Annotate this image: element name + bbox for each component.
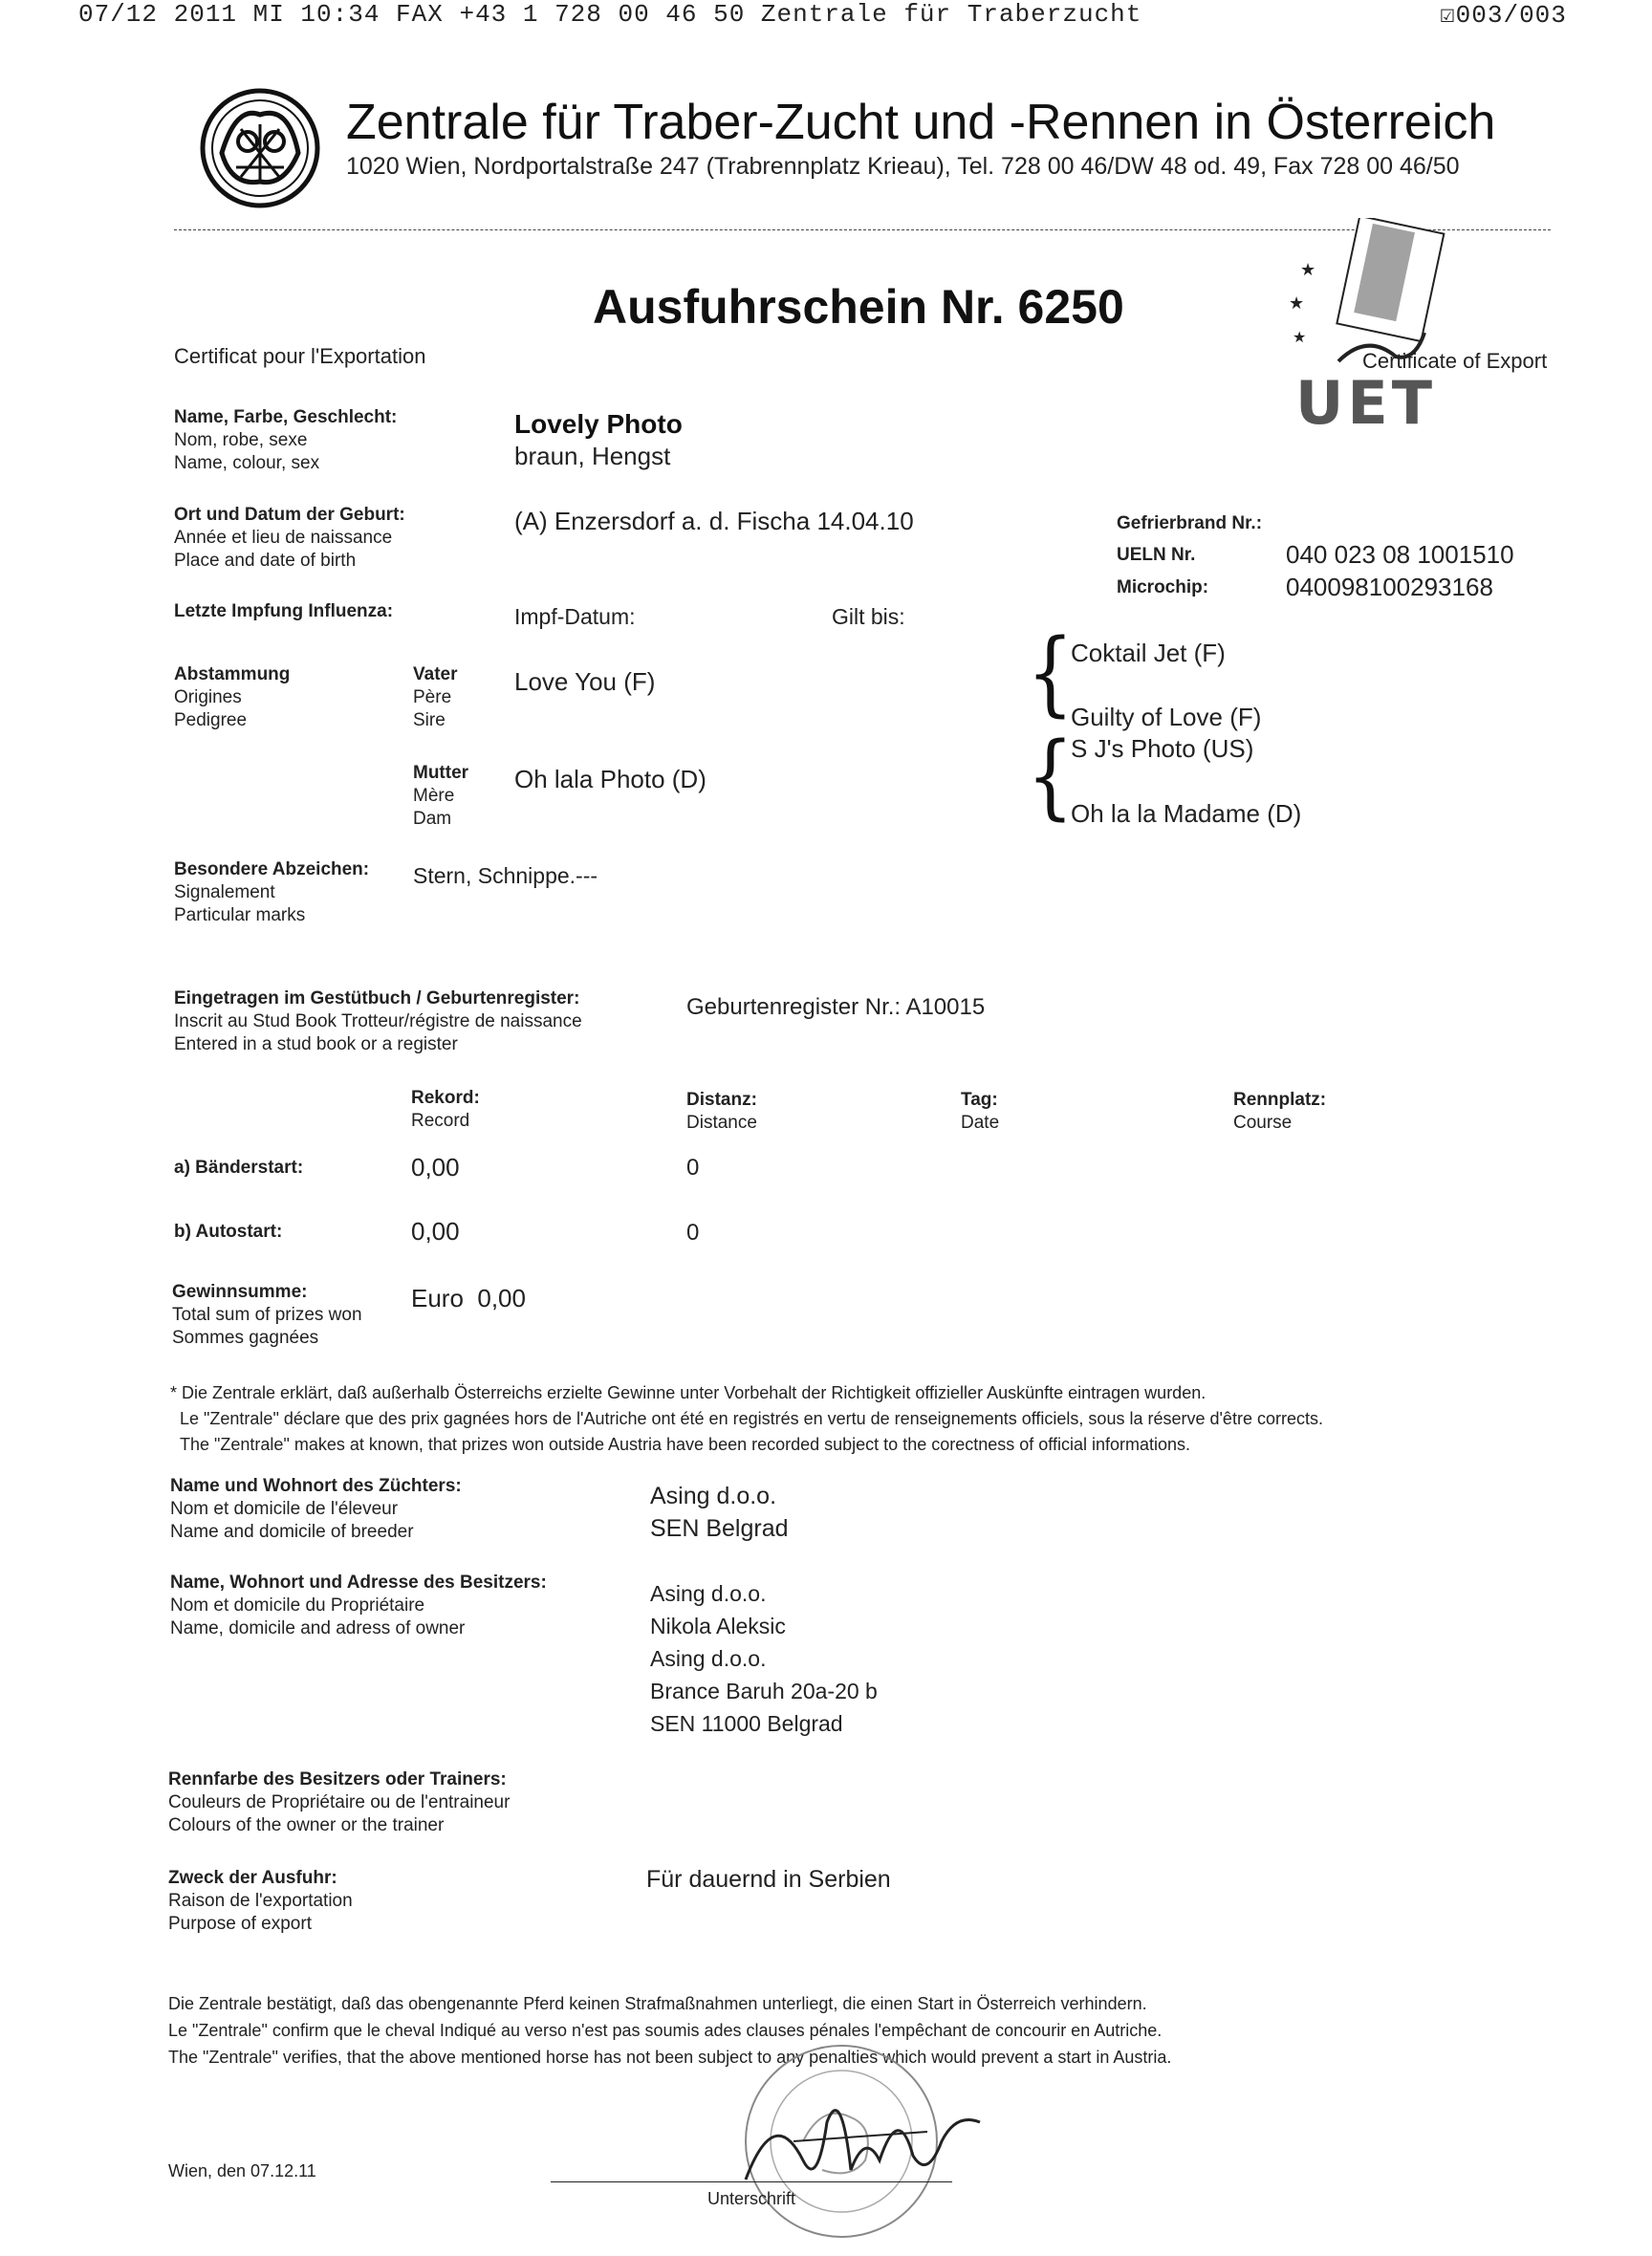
organization-name: Zentrale für Traber-Zucht und -Rennen in Österreich [346,95,1496,150]
purpose-labels: Zweck der Ausfuhr: Raison de l'exportation Purpose of export [168,1868,353,1934]
sire-sire-name: Coktail Jet (F) [1071,639,1226,667]
record-row-distance: 0 [686,1155,700,1181]
fax-header: 07/12 2011 MI 10:34 FAX +43 1 728 00 46 50 Zentrale für Traberzucht [78,0,1142,29]
birth-value: (A) Enzersdorf a. d. Fischa 14.04.10 [514,507,914,535]
sire-brace: { [1027,619,1074,727]
date-header: Tag: Date [961,1090,1000,1133]
svg-text:★: ★ [1289,293,1305,314]
owner-labels: Name, Wohnort und Adresse des Besitzers: Nom et domicile du Propriétaire Name, domicile and adress of owner [170,1573,547,1638]
disclaimer-french: Le "Zentrale" déclare que des prix gagnées hors de l'Autriche ont été en registrés en vertu de renseignements officiels, sous la réserve d'être corrects. [180,1409,1323,1428]
subtitle-english: Certificate of Export [1362,349,1548,373]
fax-page-number: ☑003/003 [1440,1,1567,30]
breeder-value: Asing d.o.o. SEN Belgrad [650,1483,789,1542]
course-header: Rennplatz: Course [1233,1090,1327,1133]
freeze-brand-label: Gefrierbrand Nr.: [1117,513,1263,533]
microchip-value: 040098100293168 [1286,573,1493,601]
disclaimer-german: * Die Zentrale erklärt, daß außerhalb Österreichs erzielte Gewinne unter Vorbehalt der Richtigkeit offizieller Auskünfte eintragen wurden. [170,1383,1206,1402]
uet-mark: UET [1295,368,1436,438]
marks-value: Stern, Schnippe.--- [413,863,598,888]
horse-name: Lovely Photo [514,409,683,439]
vaccination-date-label: Impf-Datum: [514,604,636,629]
dam-labels: Mutter Mère Dam [413,763,469,829]
vaccination-label: Letzte Impfung Influenza: [174,601,394,621]
record-row-value: 0,00 [411,1217,460,1246]
record-row-value: 0,00 [411,1153,460,1182]
horse-colour-sex: braun, Hengst [514,442,671,470]
organization-logo-icon [198,86,322,210]
owner-value: Asing d.o.o. Nikola Aleksic Asing d.o.o. Brance Baruh 20a-20 b SEN 11000 Belgrad [650,1581,878,1736]
place-date: Wien, den 07.12.11 [168,2161,316,2180]
dam-name: Oh lala Photo (D) [514,765,706,793]
sire-name: Love You (F) [514,667,656,696]
purpose-value: Für dauernd in Serbien [646,1866,891,1893]
sire-labels: Vater Père Sire [413,664,458,730]
document-title: Ausfuhrschein Nr. 6250 [593,280,1124,334]
record-header: Rekord: Record [411,1088,480,1131]
microchip-label: Microchip: [1117,577,1209,597]
signature-label: Unterschrift [707,2189,796,2208]
birth-labels: Ort und Datum der Geburt: Année et lieu de naissance Place and date of birth [174,505,405,571]
studbook-value: Geburtenregister Nr.: A10015 [686,994,986,1020]
breeder-labels: Name und Wohnort des Züchters: Nom et domicile de l'éleveur Name and domicile of breeder [170,1476,462,1542]
confirmation-french: Le "Zentrale" confirm que le cheval Indiqué au verso n'est pas soumis ades clauses pénales l'empêchant de concourir en Autriche. [168,2021,1163,2040]
fax-checkbox-icon: ☑ [1440,1,1456,30]
record-row-label: a) Bänderstart: [174,1158,304,1178]
confirmation-english: The "Zentrale" verifies, that the above mentioned horse has not been subject to any penalties which would prevent a start in Austria. [168,2048,1172,2067]
confirmation-german: Die Zentrale bestätigt, daß das obengenannte Pferd keinen Strafmaßnahmen unterliegt, die einen Start in Österreich verhindern. [168,1994,1147,2013]
organization-address: 1020 Wien, Nordportalstraße 247 (Trabrennplatz Krieau), Tel. 728 00 46/DW 48 od. 49, Fax 728 00 46/50 [346,153,1460,180]
pedigree-labels: Abstammung Origines Pedigree [174,664,291,730]
colours-labels: Rennfarbe des Besitzers oder Trainers: Couleurs de Propriétaire ou de l'entraineur Colours of the owner or the trainer [168,1769,511,1835]
dam-dam-name: Oh la la Madame (D) [1071,799,1302,828]
sire-dam-name: Guilty of Love (F) [1071,703,1262,731]
disclaimer-english: The "Zentrale" makes at known, that prizes won outside Austria have been recorded subject to the corectness of official informations. [180,1435,1191,1454]
distance-header: Distanz: Distance [686,1090,757,1133]
horse-labels: Name, Farbe, Geschlecht: Nom, robe, sexe Name, colour, sex [174,407,398,473]
record-row-label: b) Autostart: [174,1222,283,1242]
svg-text:★: ★ [1300,260,1316,280]
dam-sire-name: S J's Photo (US) [1071,734,1254,763]
ueln-label: UELN Nr. [1117,545,1196,565]
vaccination-valid-label: Gilt bis: [832,604,905,629]
winnings-value: Euro 0,00 [411,1284,526,1312]
subtitle-french: Certificat pour l'Exportation [174,344,426,368]
marks-labels: Besondere Abzeichen: Signalement Particular marks [174,859,370,925]
ueln-value: 040 023 08 1001510 [1286,540,1514,569]
signature-line [551,2181,952,2182]
dam-brace: { [1027,723,1074,830]
record-row-distance: 0 [686,1220,700,1246]
winnings-labels: Gewinnsumme: Total sum of prizes won Sommes gagnées [172,1282,362,1348]
studbook-labels: Eingetragen im Gestütbuch / Geburtenregister: Inscrit au Stud Book Trotteur/régistre de naissance Entered in a stud book or a register [174,988,582,1054]
svg-text:★: ★ [1293,328,1307,346]
